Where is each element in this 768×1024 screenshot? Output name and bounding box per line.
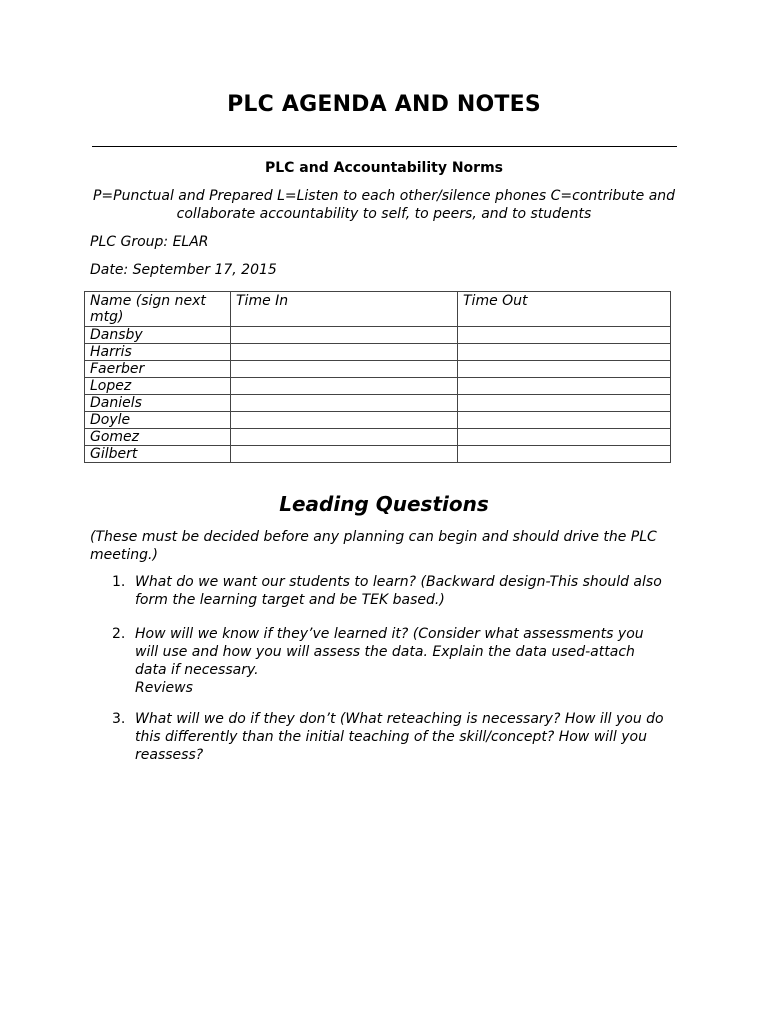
document-title: PLC AGENDA AND NOTES: [227, 92, 541, 117]
row-time-out[interactable]: [458, 327, 671, 344]
row-name: Daniels: [85, 395, 231, 412]
row-name: Doyle: [85, 412, 231, 429]
table-row: [85, 412, 671, 429]
row-name: Gilbert: [85, 446, 231, 463]
table-row: [85, 361, 671, 378]
question-text: How will we know if they’ve learned it? (Consider what assessments you will use and how you will assess the data. Explain the data used-attach data if necessary.: [135, 626, 644, 678]
table-row: [85, 395, 671, 412]
header-name: Name (sign next mtg): [85, 292, 231, 327]
question-item: [90, 573, 670, 609]
row-time-out[interactable]: [458, 361, 671, 378]
table-row: [85, 446, 671, 463]
table-row: [85, 378, 671, 395]
leading-questions-intro: (These must be decided before any planning can begin and should drive the PLC meeting.): [90, 529, 657, 563]
row-time-out[interactable]: [458, 344, 671, 361]
row-name: Faerber: [85, 361, 231, 378]
question-text: What will we do if they don’t (What reteaching is necessary? How ill you do this differently than the initial teaching of the skill/concept? How will you reassess?: [135, 711, 664, 763]
signin-header-row: [85, 292, 671, 327]
row-time-out[interactable]: [458, 378, 671, 395]
meeting-date: Date: September 17, 2015: [90, 262, 277, 278]
question-text: What do we want our students to learn? (Backward design-This should also form the learning target and be TEK based.): [135, 574, 662, 608]
question-note: Reviews: [135, 680, 193, 696]
table-row: [85, 327, 671, 344]
row-time-in[interactable]: [231, 429, 458, 446]
row-time-in[interactable]: [231, 361, 458, 378]
header-time-out: Time Out: [458, 292, 671, 327]
plc-group: PLC Group: ELAR: [90, 234, 209, 250]
row-name: Harris: [85, 344, 231, 361]
row-time-out[interactable]: [458, 446, 671, 463]
row-time-in[interactable]: [231, 446, 458, 463]
row-name: Gomez: [85, 429, 231, 446]
row-name: Dansby: [85, 327, 231, 344]
title-divider: [92, 146, 677, 147]
row-time-in[interactable]: [231, 378, 458, 395]
leading-questions-heading: Leading Questions: [279, 492, 489, 516]
signin-table: [84, 291, 671, 463]
question-number: 2.: [112, 626, 126, 642]
row-time-in[interactable]: [231, 327, 458, 344]
row-time-out[interactable]: [458, 412, 671, 429]
header-time-in: Time In: [231, 292, 458, 327]
row-time-out[interactable]: [458, 429, 671, 446]
row-name: Lopez: [85, 378, 231, 395]
table-row: [85, 429, 671, 446]
row-time-in[interactable]: [231, 395, 458, 412]
question-item: [90, 710, 670, 764]
question-number: 3.: [112, 711, 126, 727]
table-row: [85, 344, 671, 361]
norms-text: P=Punctual and Prepared L=Listen to each other/silence phones C=contribute and collaborate accountability to self, to peers, and to students: [92, 188, 676, 222]
question-item: [90, 625, 670, 697]
row-time-in[interactable]: [231, 412, 458, 429]
question-number: 1.: [112, 574, 126, 590]
row-time-in[interactable]: [231, 344, 458, 361]
norms-heading: PLC and Accountability Norms: [264, 160, 504, 176]
row-time-out[interactable]: [458, 395, 671, 412]
